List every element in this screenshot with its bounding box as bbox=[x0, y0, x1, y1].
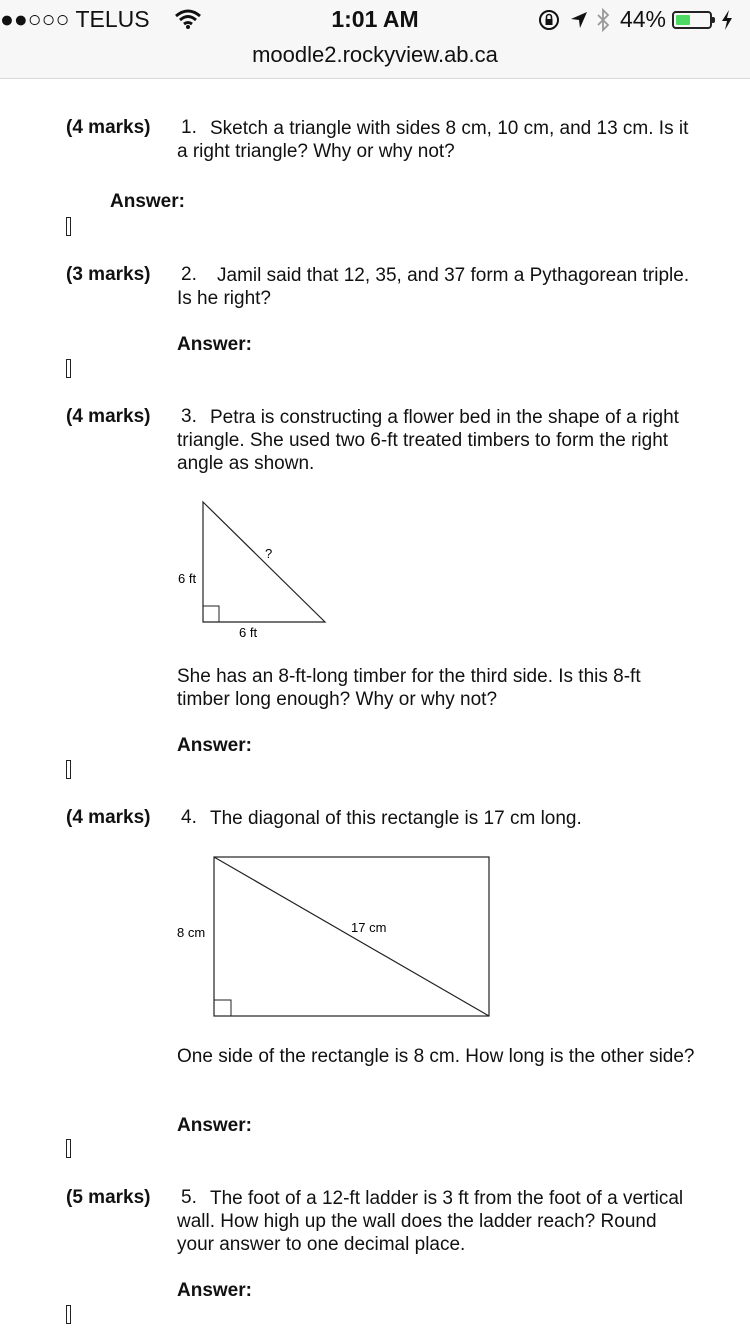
left-side-label: 8 cm bbox=[177, 925, 206, 940]
question-text: Jamil said that 12, 35, and 37 form a Pythagorean triple. Is he right? bbox=[177, 265, 690, 309]
answer-label: Answer: bbox=[110, 191, 185, 212]
bottom-side-label: 6 ft bbox=[239, 625, 258, 640]
question-followup: She has an 8-ft-long timber for the third side. Is this 8-ft timber long enough? Why or why not? bbox=[177, 666, 641, 710]
battery-fill bbox=[676, 15, 690, 25]
question-number: 1. bbox=[181, 117, 197, 138]
marks-label: (4 marks) bbox=[66, 406, 151, 427]
clock: 1:01 AM bbox=[331, 6, 419, 32]
rotation-lock-icon bbox=[538, 9, 560, 31]
signal-strength-icon: ●●○○○ bbox=[0, 6, 70, 32]
diagonal-label: 17 cm bbox=[351, 920, 387, 935]
triangle-shape bbox=[203, 502, 325, 622]
question-number: 5. bbox=[181, 1187, 197, 1208]
right-angle-marker bbox=[214, 1000, 231, 1016]
battery-icon bbox=[672, 11, 712, 29]
status-bar bbox=[0, 0, 750, 40]
question-number: 3. bbox=[181, 406, 197, 427]
marks-label: (4 marks) bbox=[66, 807, 151, 828]
marks-label: (3 marks) bbox=[66, 264, 151, 285]
right-triangle-figure bbox=[170, 495, 340, 645]
answer-field[interactable] bbox=[66, 1305, 71, 1324]
rectangle-figure bbox=[170, 850, 500, 1025]
question-text: Petra is constructing a flower bed in the shape of a right triangle. She used two 6-ft treated timbers to form the right angle as shown. bbox=[177, 407, 679, 474]
answer-field[interactable] bbox=[66, 359, 71, 378]
left-side-label: 6 ft bbox=[178, 571, 197, 586]
hypotenuse-label: ? bbox=[265, 546, 273, 561]
question-number: 2. bbox=[181, 264, 197, 285]
answer-label: Answer: bbox=[177, 1280, 252, 1301]
answer-label: Answer: bbox=[177, 735, 252, 756]
diagonal-line bbox=[214, 857, 489, 1016]
answer-label: Answer: bbox=[177, 334, 252, 355]
marks-label: (5 marks) bbox=[66, 1187, 151, 1208]
question-text: The diagonal of this rectangle is 17 cm long. bbox=[210, 808, 582, 829]
location-icon bbox=[570, 11, 588, 29]
answer-label: Answer: bbox=[177, 1115, 252, 1136]
right-angle-marker bbox=[203, 606, 219, 622]
battery-percent: 44% bbox=[619, 6, 666, 32]
answer-field[interactable] bbox=[66, 760, 71, 779]
question-followup: One side of the rectangle is 8 cm. How long is the other side? bbox=[177, 1046, 695, 1067]
carrier-name: TELUS bbox=[75, 6, 150, 32]
answer-field[interactable] bbox=[66, 1139, 71, 1158]
address-bar[interactable] bbox=[0, 40, 750, 79]
question-number: 4. bbox=[181, 807, 197, 828]
answer-field[interactable] bbox=[66, 217, 71, 236]
marks-label: (4 marks) bbox=[66, 117, 151, 138]
question-text: Sketch a triangle with sides 8 cm, 10 cm, and 13 cm. Is it a right triangle? Why or why not? bbox=[177, 118, 689, 162]
bluetooth-icon bbox=[596, 8, 610, 32]
url-text: moodle2.rockyview.ab.ca bbox=[252, 42, 498, 67]
question-text: The foot of a 12-ft ladder is 3 ft from the foot of a vertical wall. How high up the wall does the ladder reach? Round your answer to one decimal place. bbox=[177, 1188, 684, 1255]
charging-icon bbox=[720, 9, 734, 31]
